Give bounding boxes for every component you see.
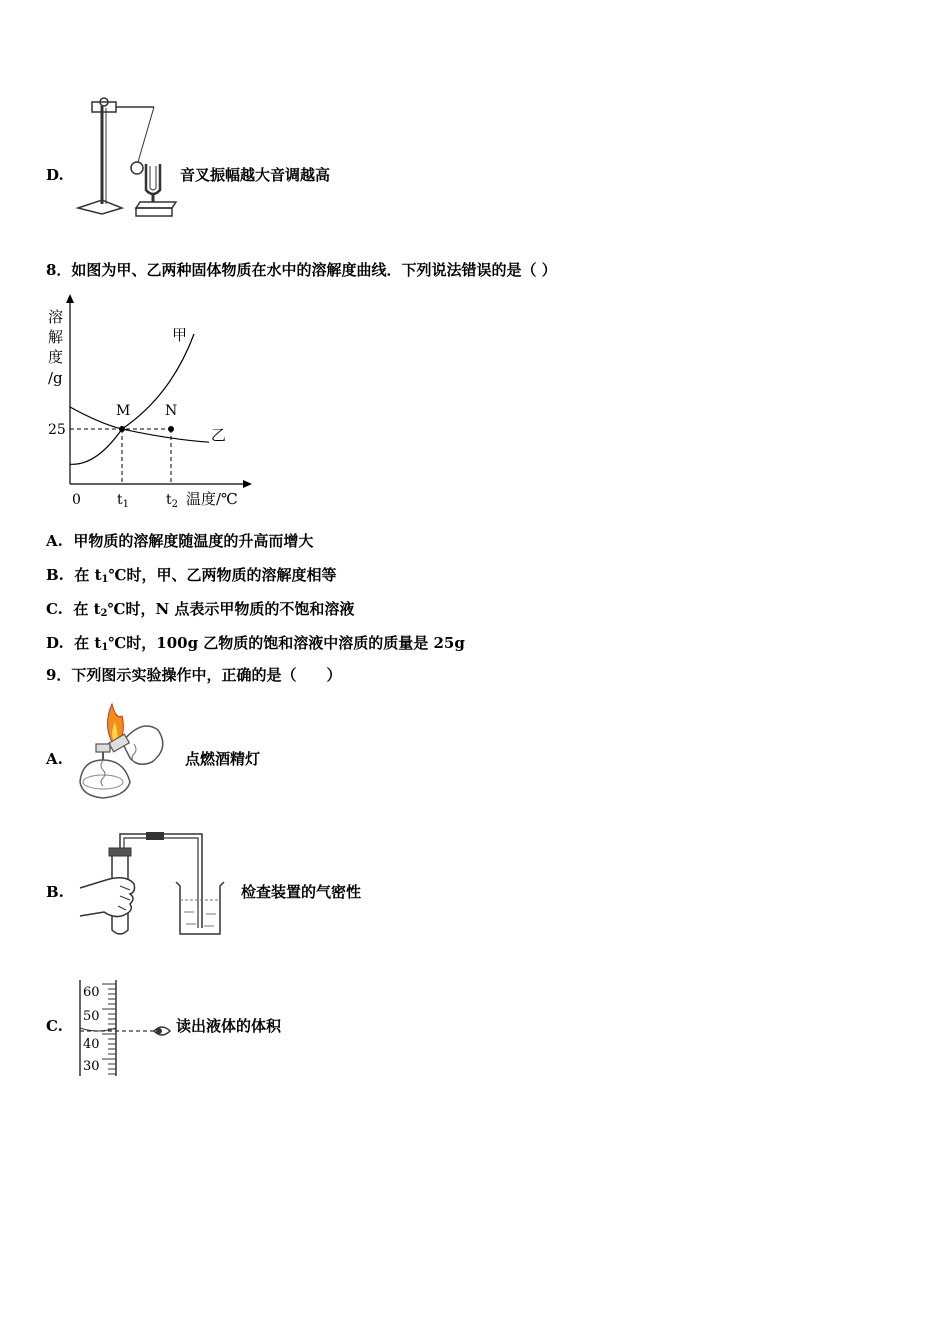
series-label-jia: 甲 [172,326,188,344]
tuning-fork-apparatus-figure [72,96,182,222]
option-text: 读出液体的体积 [176,1017,282,1035]
cylinder-tick-label: 30 [83,1059,100,1074]
x-axis-arrow [243,480,252,488]
y-label-char: 度 [48,348,64,366]
option-letter: D. [46,634,64,652]
question-8-stem: 8．如图为甲、乙两种固体物质在水中的溶解度曲线．下列说法错误的是（ ） [46,261,557,279]
option-a [46,530,313,551]
option-letter: C. [46,1017,63,1035]
point-m [119,426,125,432]
x-tick-label: $t_1$ [117,492,130,510]
y-tick-label: 25 [48,422,66,438]
series-label-yi: 乙 [211,426,227,445]
option-c: C. 在 $t_2℃$时，N 点表示甲物质的不饱和溶液 [46,600,355,619]
option-letter: A. [46,532,63,550]
eye-icon [154,1027,170,1035]
option-text: 甲物质的溶解度随温度的升高而增大 [73,532,314,550]
x-axis-label: 温度/℃ [186,490,238,508]
y-label-char: 解 [48,328,64,346]
y-axis-arrow [66,294,74,303]
question-9-stem: 9．下列图示实验操作中，正确的是（ ） [46,666,342,684]
option-letter: C. [46,600,63,618]
option-b: B. 在 $t_1℃$时，甲、乙两物质的溶解度相等 [46,566,337,585]
x-tick-label: 0 [72,492,81,508]
alcohol-lamp-figure [72,698,172,804]
option-letter: A. [46,750,63,768]
series-line-yi [70,407,209,442]
option-letter: B. [46,883,64,901]
option-letter: B. [46,566,64,584]
y-label-char: /g [48,369,63,387]
airtightness-check-figure [76,828,226,940]
graduated-cylinder-figure [74,978,184,1080]
option-text: 点燃酒精灯 [185,750,261,768]
point-label-m: M [116,403,131,419]
option-d: D. 在 $t_1℃$时，100g 乙物质的饱和溶液中溶质的质量是 25g [46,634,465,653]
point-n [168,426,174,432]
y-label-char: 溶 [48,308,64,326]
option-letter: D. [46,166,64,184]
series-line-jia [70,334,194,464]
point-label-n: N [165,403,178,419]
solubility-chart [44,294,254,514]
cylinder-tick-label: 60 [83,985,100,1000]
option-text: 检查装置的气密性 [241,883,362,901]
cylinder-tick-label: 50 [83,1009,100,1024]
cylinder-tick-label: 40 [83,1037,100,1052]
x-tick-label: $t_2$ [166,492,179,510]
option-text: 音叉振幅越大音调越高 [180,166,331,184]
